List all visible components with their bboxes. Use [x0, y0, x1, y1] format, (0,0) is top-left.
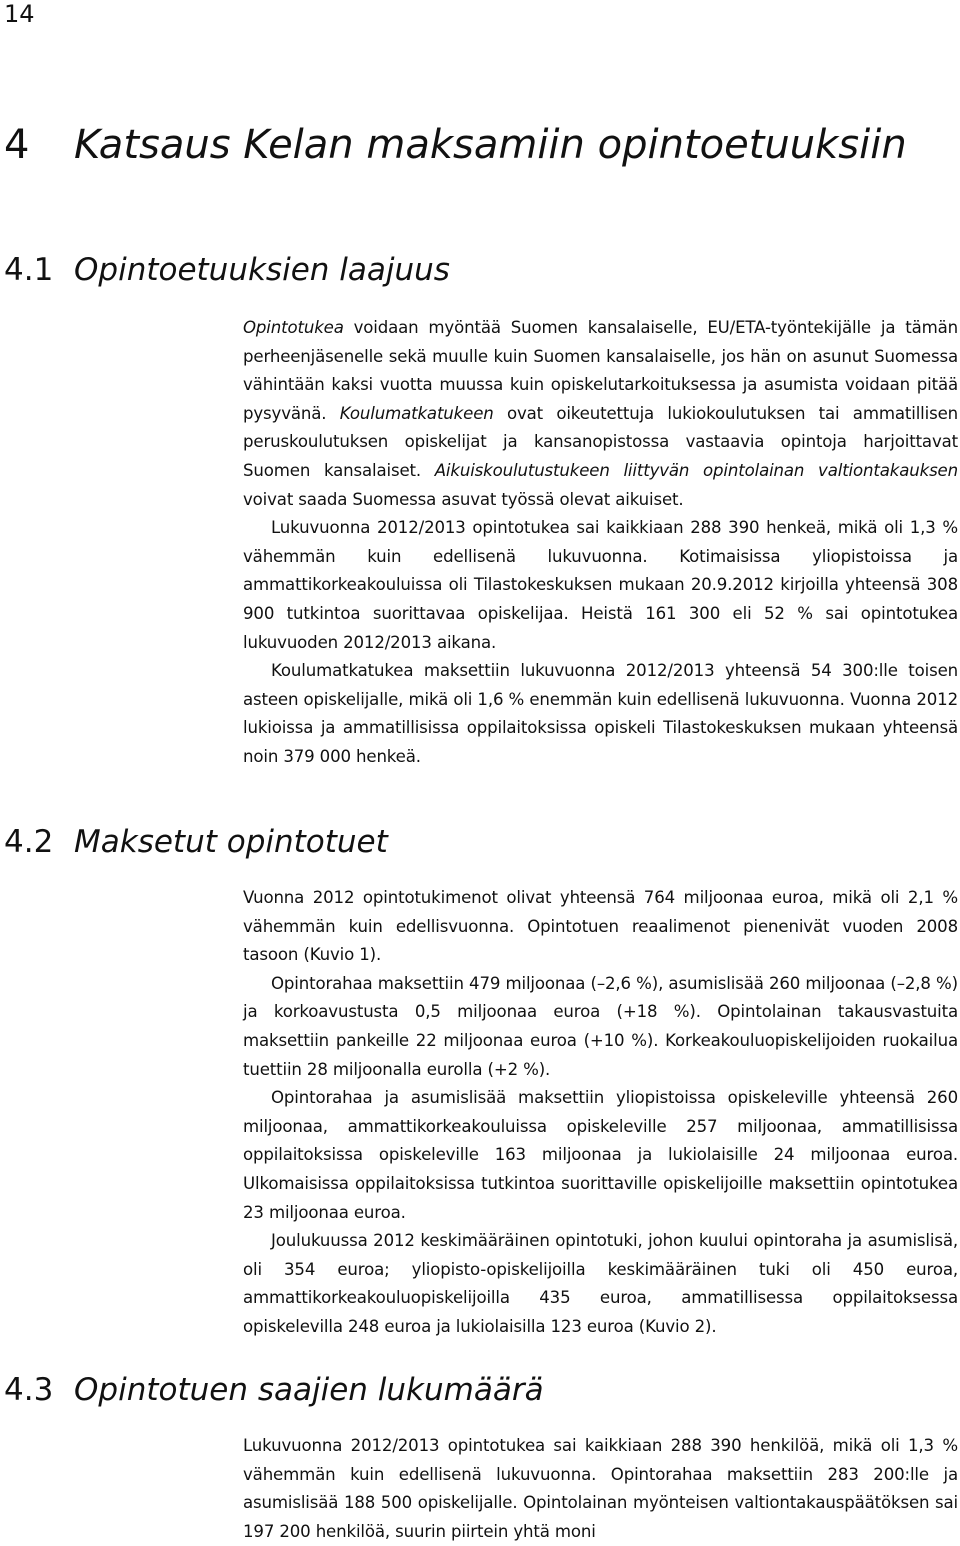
section-body-4-3 [243, 1432, 958, 1546]
section-number: 4.3 [4, 1372, 54, 1408]
paragraph: Lukuvuonna 2012/2013 opintotukea sai kaikkiaan 288 390 henkilöä, mikä oli 1,3 % vähemmän kuin edellisenä lukuvuonna. Opintorahaa maksettiin 283 200:lle ja asumislisää 188 500 opiskelijalle. Opintolainan myönteisen valtiontakauspäätöksen sai 197 200 henkilöä, suurin piirtein yhtä moni [243, 1436, 958, 1541]
paragraph: Joulukuussa 2012 keskimääräinen opintotuki, johon kuului opintoraha ja asumislisä, oli 354 euroa; yliopisto-opiskelijoilla keskimääräinen tuki oli 450 euroa, ammattikorkeakouluopiskelijoilla 435 euroa, ammatillisessa oppilaitoksessa opiskelevilla 248 euroa ja lukiolaisilla 123 euroa (Kuvio 2). [243, 1231, 958, 1336]
paragraph-text: voidaan myöntää Suomen kansalaiselle, EU/ETA-työntekijälle ja tämän perheenjäsenelle sekä muulle kuin Suomen kansalaiselle, jos hän on asunut Suomessa vähintään kaksi vuotta muussa kuin opiskelutarkoituksessa ja asumista voidaan pitää pysyvänä. [243, 318, 958, 423]
term-koulumatkatuki: Koulumatkatukeen [339, 403, 494, 423]
section-number: 4.2 [4, 824, 54, 860]
paragraph: Opintorahaa ja asumislisää maksettiin yliopistoissa opiskeleville yhteensä 260 miljoonaa, ammattikorkeakouluissa opiskeleville 257 miljoonaa, ammatillisissa oppilaitoksissa opiskeleville 163 miljoonaa ja lukiolaisille 24 miljoonaa euroa. Ulkomaisissa oppilaitoksissa tutkintoa suorittaville opiskelijoille maksettiin opintotukea 23 miljoonaa euroa. [243, 1088, 958, 1222]
chapter-heading [4, 120, 907, 170]
section-body-4-2 [243, 884, 958, 1342]
section-body-4-1 [243, 314, 958, 772]
paragraph: Opintorahaa maksettiin 479 miljoonaa (–2,6 %), asumislisää 260 miljoonaa (–2,8 %) ja korkoavustusta 0,5 miljoonaa euroa (+18 %). Opintolainan takausvastuita maksettiin pankeille 22 miljoonaa euroa (+10 %). Korkeakouluopiskelijoiden ruokailua tuettiin 28 miljoonalla eurolla (+2 %). [243, 973, 958, 1079]
section-number: 4.1 [4, 252, 54, 288]
paragraph-text: ovat oikeutettuja lukiokoulutuksen tai ammatillisen peruskoulutuksen opiskelijat ja kansanopistossa vastaavia opintoja harjoittavat Suomen kansalaiset. [243, 403, 958, 480]
paragraph: Koulumatkatukea maksettiin lukuvuonna 2012/2013 yhteensä 54 300:lle toisen asteen opiskelijalle, mikä oli 1,6 % enemmän kuin edellisenä lukuvuonna. Vuonna 2012 lukioissa ja ammatillisissa oppilaitoksissa opiskeli Tilastokeskuksen mukaan yhteensä noin 379 000 henkeä. [243, 661, 958, 766]
section-title: Maksetut opintotuet [74, 824, 388, 860]
section-title: Opintoetuuksien laajuus [74, 252, 450, 288]
term-aikuiskoulutustuki: Aikuiskoulutustukeen liittyvän opintolainan valtiontakauksen [434, 460, 958, 480]
page-number: 14 [4, 0, 35, 28]
paragraph: Vuonna 2012 opintotukimenot olivat yhteensä 764 miljoonaa euroa, mikä oli 2,1 % vähemmän kuin edellisvuonna. Opintotuen reaalimenot pienenivät vuoden 2008 tasoon (Kuvio 1). [243, 888, 958, 965]
chapter-title: Katsaus Kelan maksamiin opintoetuuksiin [74, 122, 907, 168]
section-heading-4-3 [4, 1370, 544, 1410]
term-opintotuki: Opintotukea [243, 318, 344, 337]
section-heading-4-1 [4, 250, 450, 290]
paragraph: Lukuvuonna 2012/2013 opintotukea sai kaikkiaan 288 390 henkeä, mikä oli 1,3 % vähemmän kuin edellisenä lukuvuonna. Kotimaisissa yliopistoissa ja ammattikorkeakouluissa oli Tilastokeskuksen mukaan 20.9.2012 kirjoilla yhteensä 308 900 tutkintoa suorittavaa opiskelijaa. Heistä 161 300 eli 52 % sai opintotukea lukuvuoden 2012/2013 aikana. [243, 518, 958, 652]
paragraph-text: voivat saada Suomessa asuvat työssä olevat aikuiset. [243, 489, 684, 509]
chapter-number: 4 [4, 122, 30, 168]
section-heading-4-2 [4, 822, 388, 862]
paragraph [243, 314, 958, 514]
section-title: Opintotuen saajien lukumäärä [74, 1372, 544, 1408]
